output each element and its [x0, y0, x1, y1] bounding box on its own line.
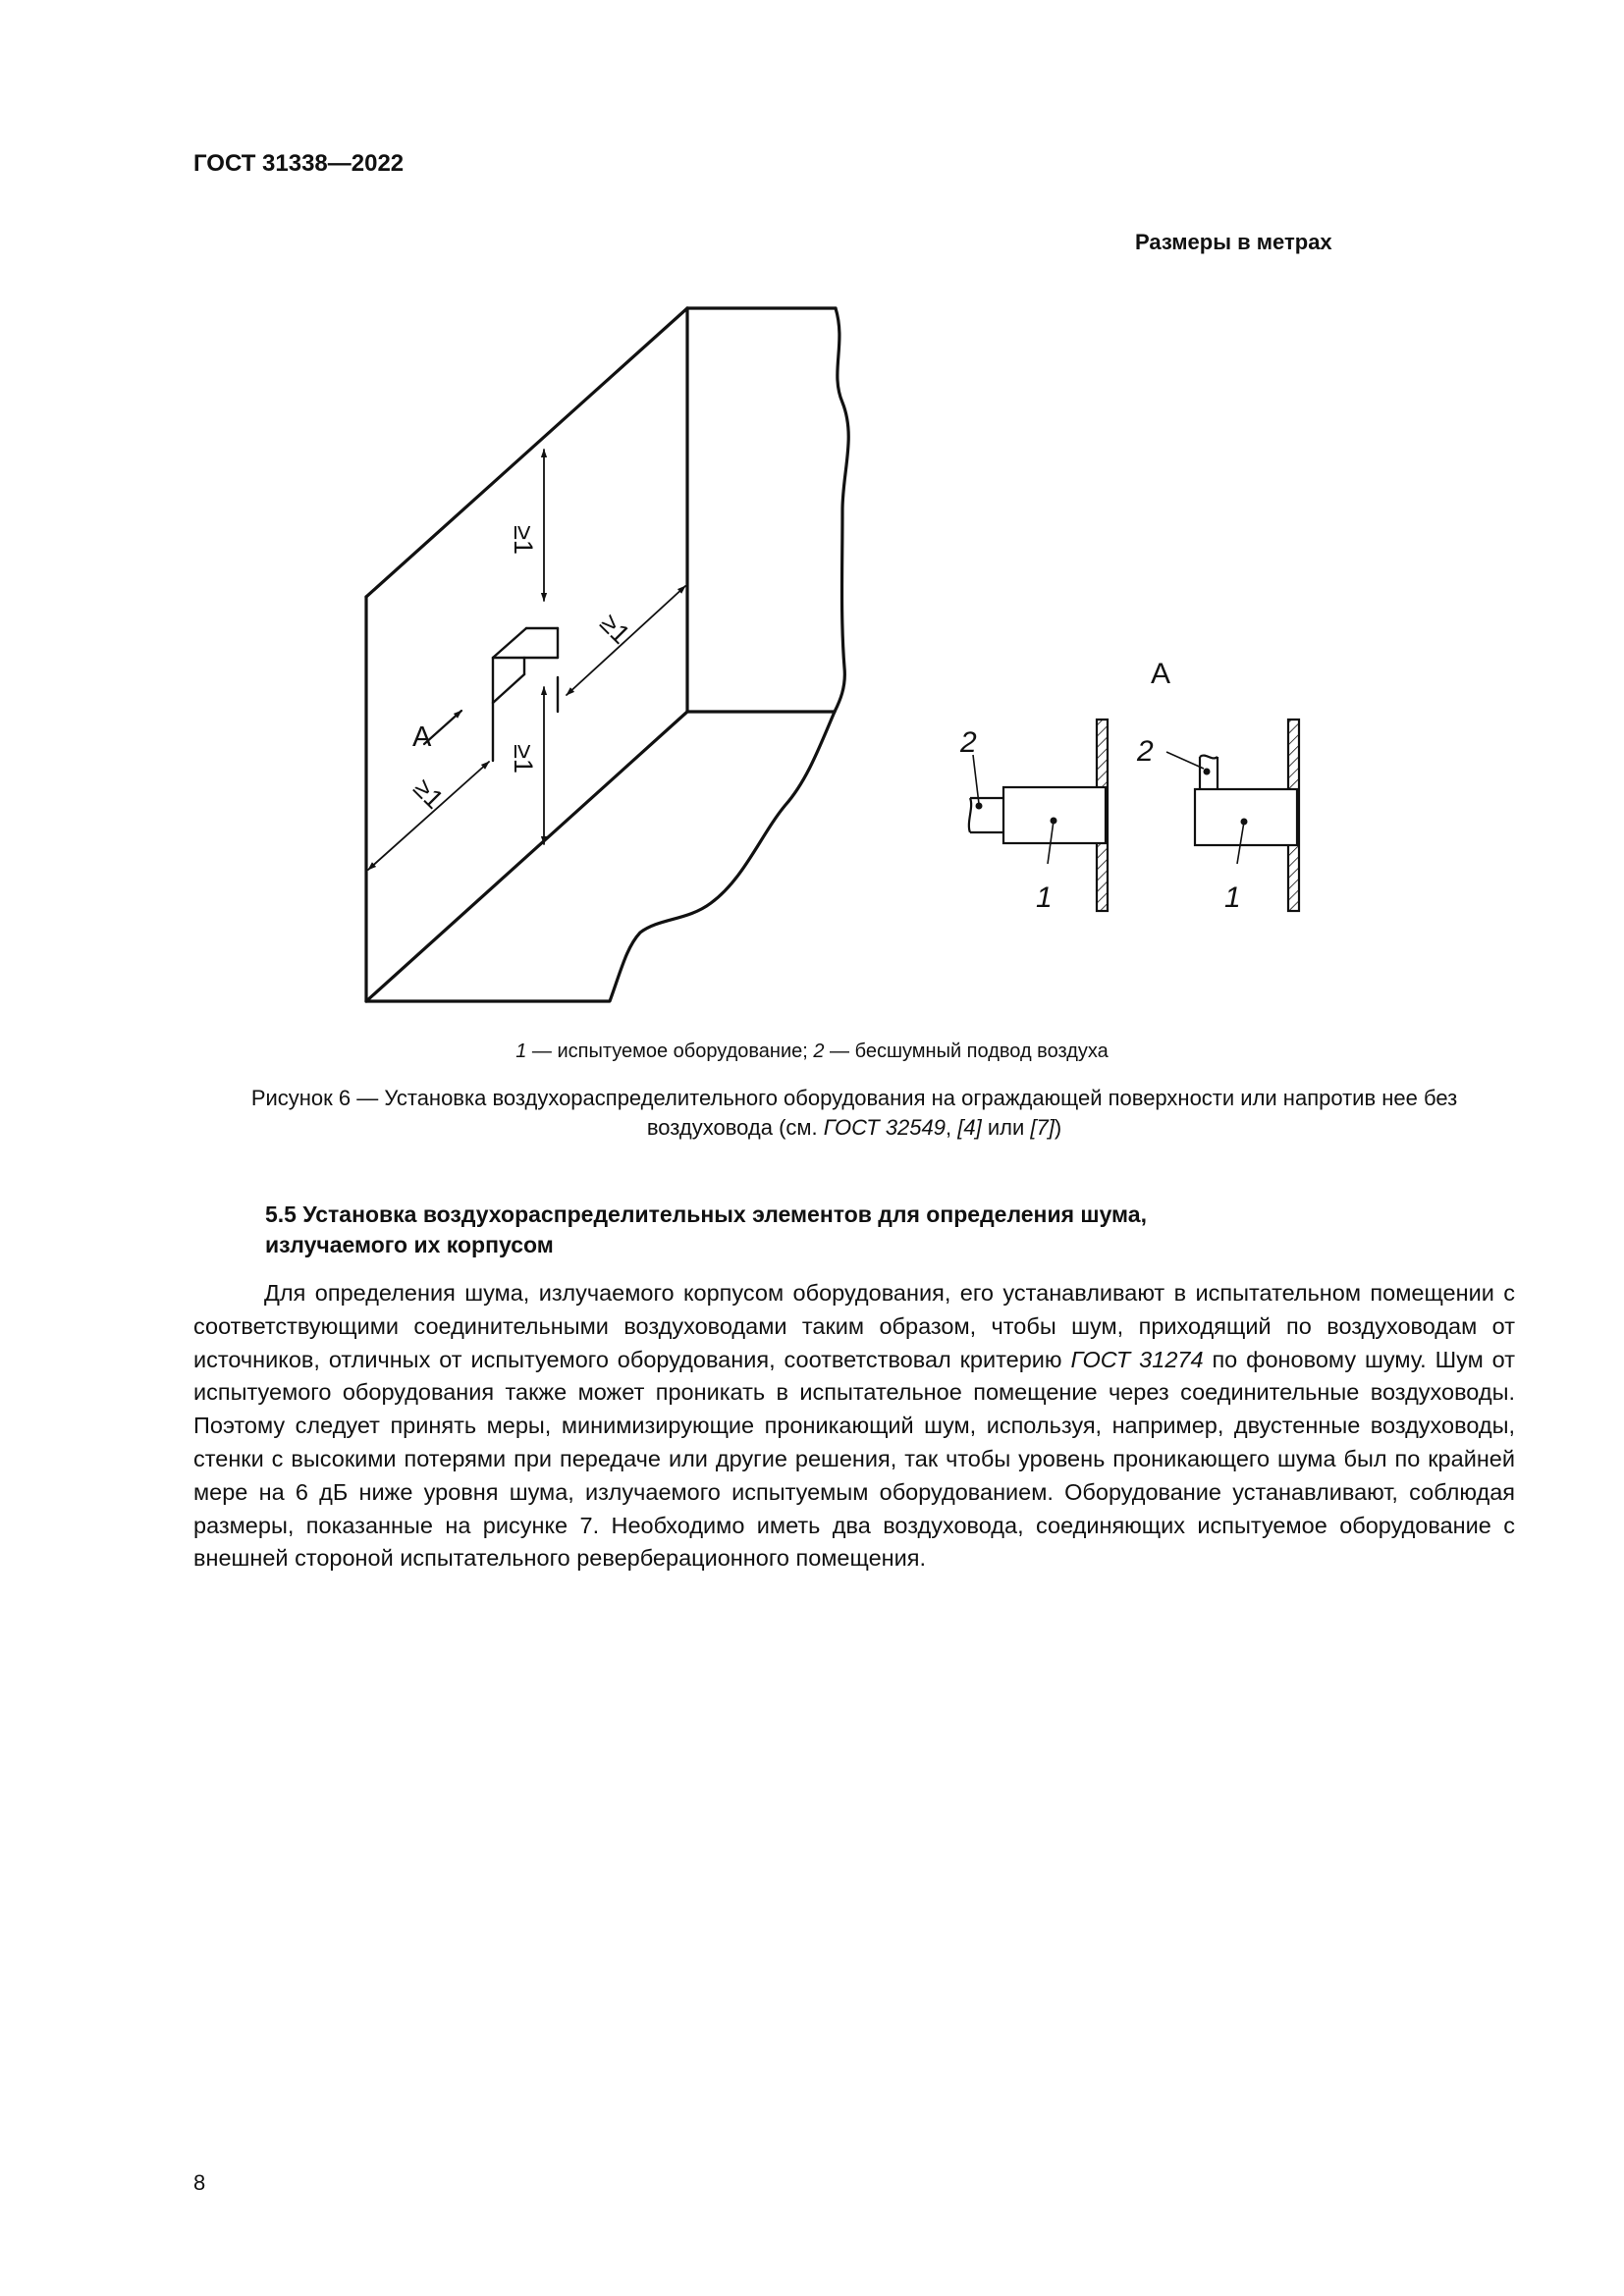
leader-dot-1-right: [1241, 819, 1248, 826]
figure-6-diagram: [0, 0, 1624, 1041]
leader-dot-2-left: [976, 803, 983, 810]
dimension-lines: [368, 450, 685, 870]
section-heading-line-1: 5.5 Установка воздухораспределительных элементов для определения шума,: [265, 1201, 1147, 1227]
label-2-left: 2: [960, 726, 977, 759]
view-a-marker: А: [412, 721, 432, 753]
section-body: [193, 1277, 1515, 1575]
leader-dot-1-left: [1051, 818, 1057, 825]
label-1-left: 1: [1036, 881, 1053, 914]
body-ref-gost: ГОСТ 31274: [1070, 1346, 1204, 1372]
legend-num-2: 2: [813, 1041, 825, 1062]
page-number: 8: [193, 2170, 206, 2195]
section-heading: [265, 1200, 1443, 1260]
legend-num-1: 1: [515, 1041, 527, 1062]
body-paragraph: [193, 1277, 1515, 1575]
caption-ref-gost: ГОСТ 32549: [823, 1115, 946, 1140]
caption-text: Рисунок 6 — Установка воздухораспределительного оборудования на ограждающей поверхности или напротив нее без воздуховода (см.: [250, 1086, 1458, 1140]
label-2-right: 2: [1137, 735, 1154, 768]
document-code: ГОСТ 31338—2022: [193, 150, 405, 177]
figure-legend: [0, 1041, 1624, 1063]
leader-dot-2-right: [1204, 769, 1211, 775]
equipment-opening: [493, 628, 558, 761]
caption-ref-7: [7]: [1030, 1115, 1055, 1140]
dim-label-left: ≥1: [407, 773, 450, 815]
label-1-right: 1: [1224, 881, 1241, 914]
legend-text-2: — бесшумный подвод воздуха: [824, 1041, 1109, 1062]
legend-text-1: — испытуемое оборудование;: [526, 1041, 814, 1062]
dim-label-right: ≥1: [594, 608, 636, 650]
view-a-title: А: [1151, 658, 1171, 690]
body-text-start: Для определения шума, излучаемого корпусом оборудования, его устанавливают в испытательном помещении с соответствующими соединительными воздуховодами таким образом, чтобы шум, приходящий по воздуховодам от источников, отличных от испытуемого оборудования, соответствовал критерию: [193, 1280, 1515, 1372]
dimensions-note: Размеры в метрах: [1135, 230, 1332, 254]
caption-ref-4: [4]: [957, 1115, 982, 1140]
caption-sep-1: ,: [946, 1115, 958, 1140]
room-outline: [366, 308, 848, 1001]
dim-label-lower: ≥1: [509, 744, 538, 774]
caption-end: ): [1054, 1115, 1062, 1140]
room-corner-drawing: [366, 308, 848, 1001]
caption-sep-2: или: [981, 1115, 1031, 1140]
figure-caption: [196, 1084, 1512, 1143]
section-heading-line-2: излучаемого их корпусом: [265, 1232, 554, 1257]
dim-label-upper: ≥1: [509, 525, 538, 555]
body-text-end: по фоновому шуму. Шум от испытуемого оборудования также может проникать в испытательное помещение через соединительные воздуховоды. Поэтому следует принять меры, минимизирующие проникающий шум, используя, например, двустенные воздуховоды, стенки с высокими потерями при передаче или другие решения, так чтобы уровень проникающего шума был по крайней мере на 6 дБ ниже уровня шума, излучаемого испытуемым оборудованием. Оборудование устанавливают, соблюдая размеры, показанные на рисунке 7. Необходимо иметь два воздуховода, соединяющих испытуемое оборудование с внешней стороной испытательного реверберационного помещения.: [193, 1346, 1515, 1572]
